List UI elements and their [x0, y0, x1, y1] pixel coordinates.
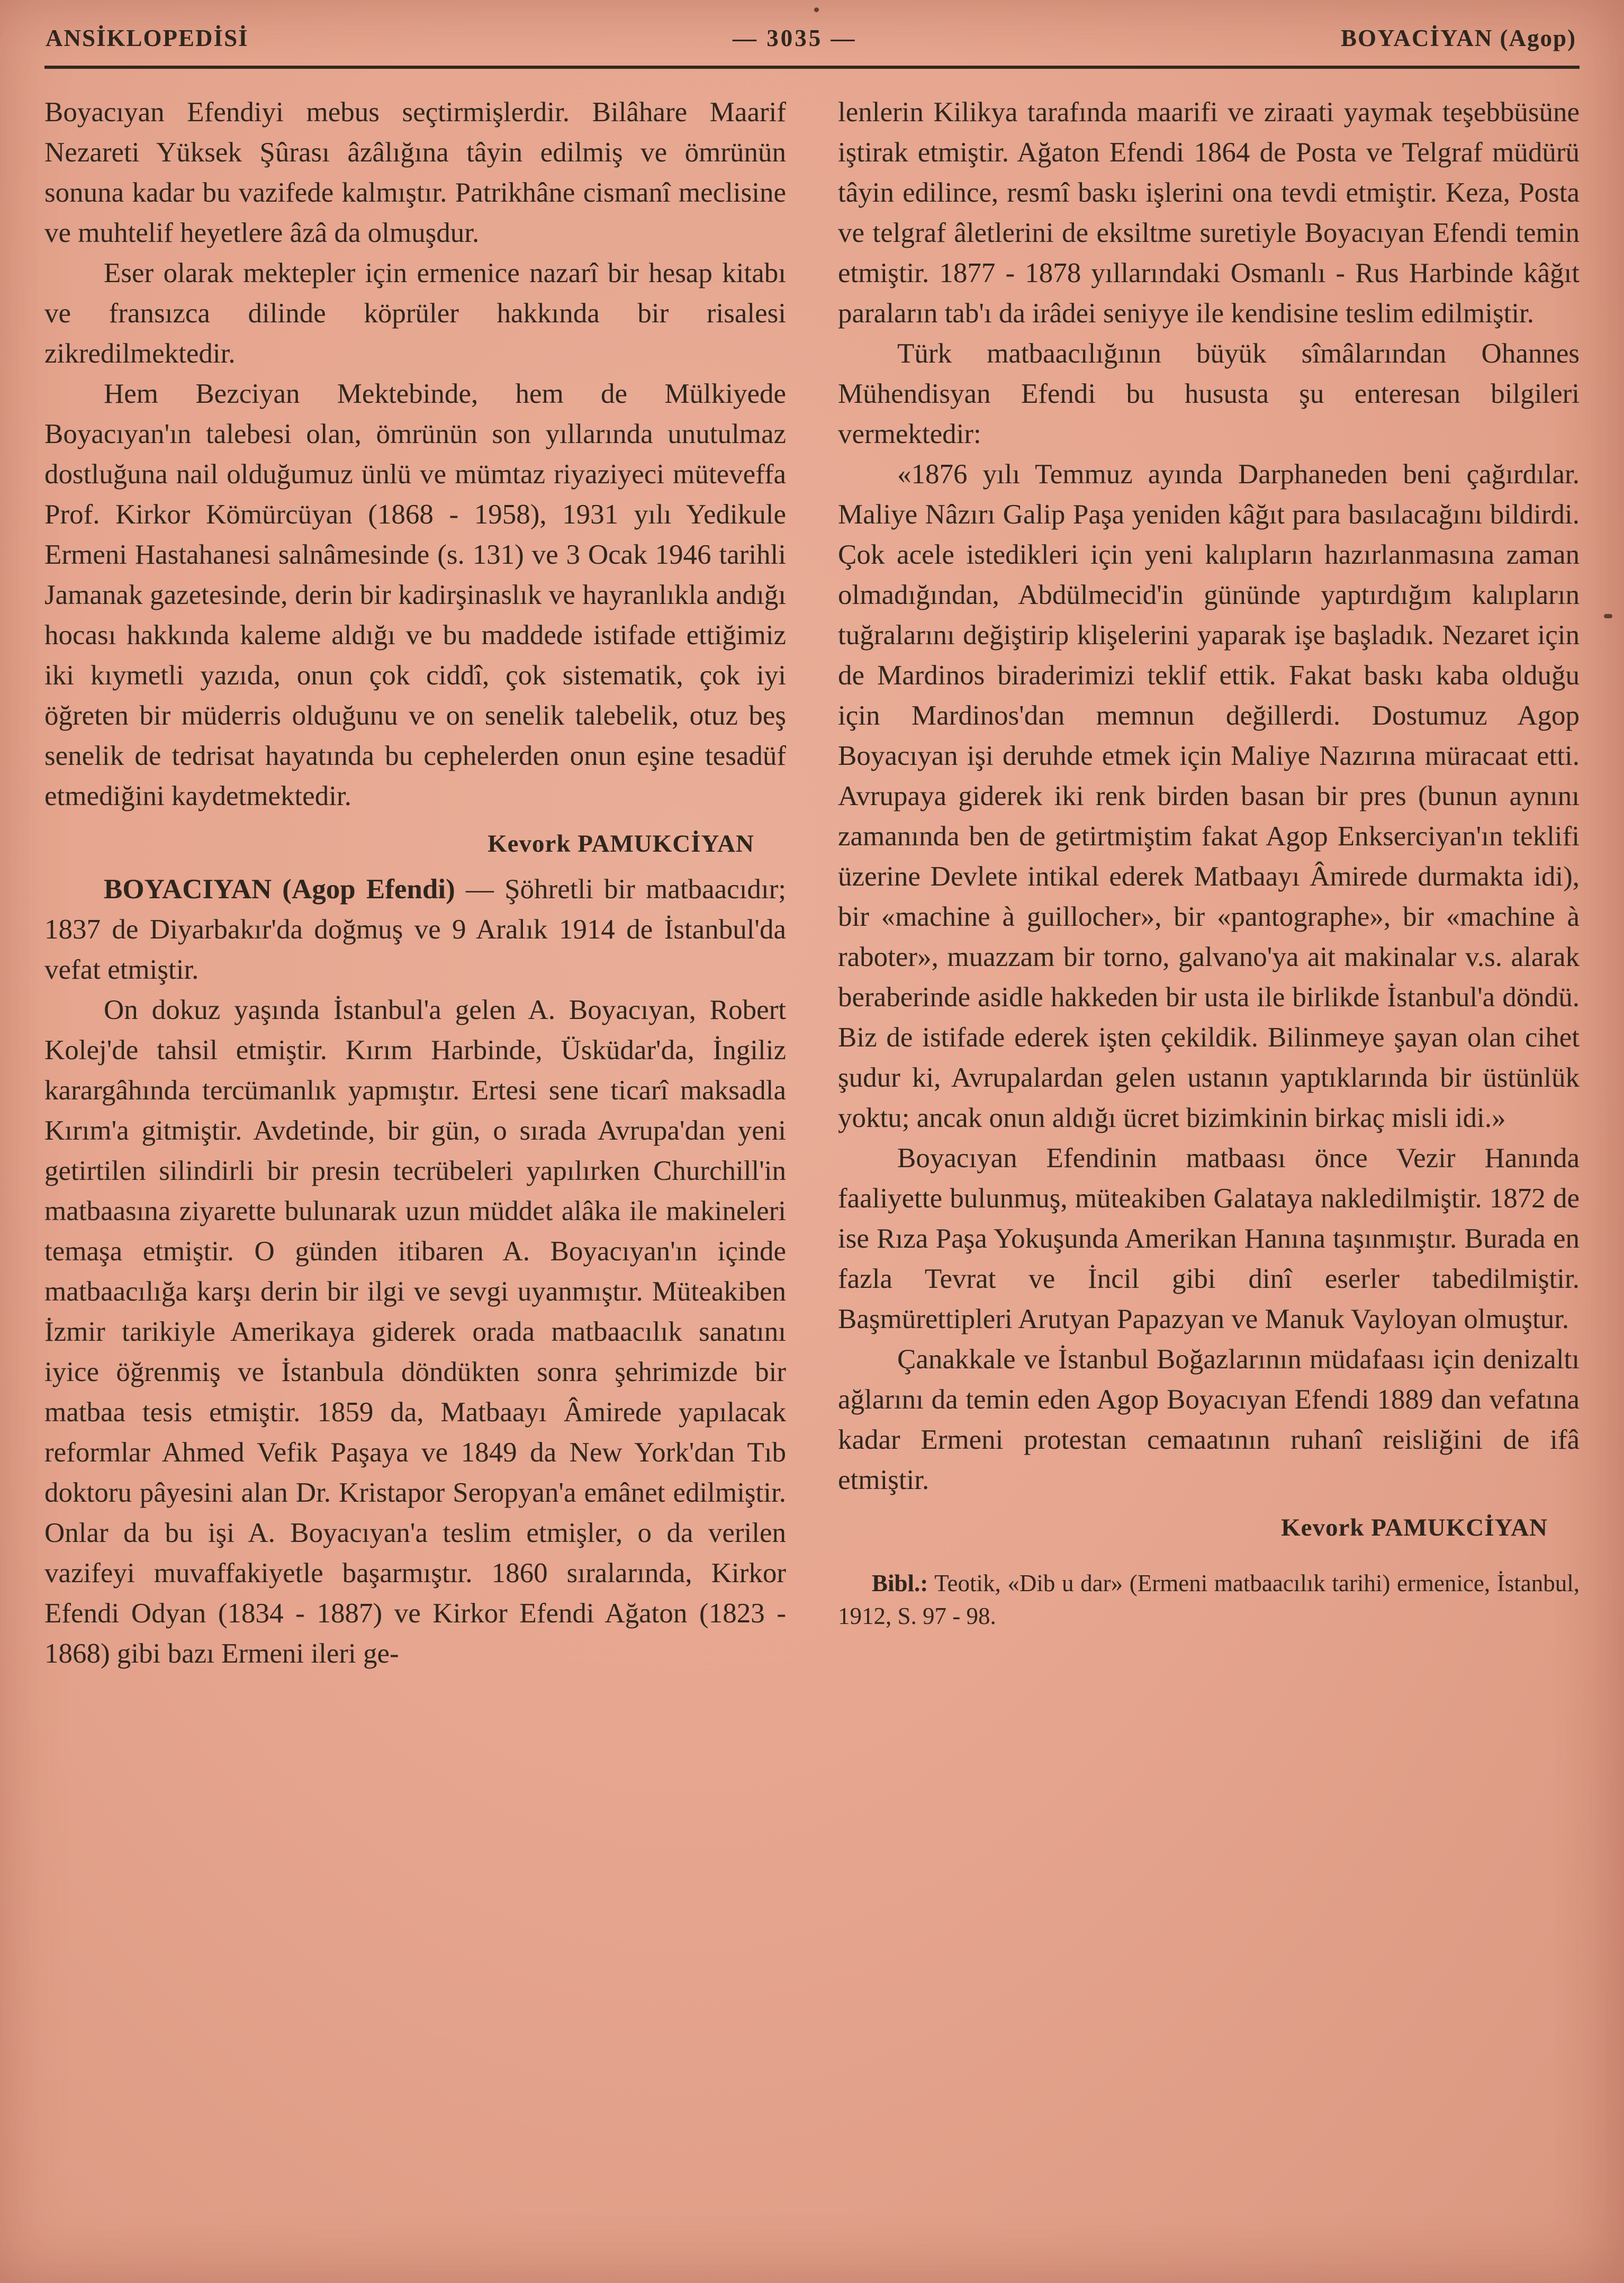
header-page-number: — 3035 —: [733, 25, 857, 51]
bibliography-label: Bibl.:: [872, 1570, 928, 1596]
ink-speck: [1604, 614, 1612, 618]
page-header: [44, 20, 1580, 66]
paragraph-continuation-from-left-column: lenlerin Kilikya tarafında maarifi ve ziraati yaymak teşebbüsüne iştirak etmiştir. Ağaton Efendi 1864 de Posta ve Telgraf müdürü tâyin edilince, resmî baskı işlerini ona tevdi etmiştir. Keza, Posta ve telgraf âletlerini de eksiltme suretiyle Boyacıyan Efendi temin etmiştir. 1877 - 1878 yıllarındaki Osmanlı - Rus Harbinde kâğıt paraların tab'ı da irâdei seniyye ile kendisine teslim edilmiştir.: [838, 97, 1580, 329]
entry-lead-text: — Şöhretli bir matbaacıdır; 1837 de Diyarbakır'da doğmuş ve 9 Aralık 1914 de İstanbul'da vefat etmiştir.: [44, 874, 787, 985]
bibliography: [838, 1567, 1580, 1632]
paragraph: Türk matbaacılığının büyük sîmâlarından Ohannes Mühendisyan Efendi bu hususta şu enteresan bilgileri vermektedir:: [838, 338, 1580, 449]
left-column: [44, 92, 786, 1674]
header-left-title: ANSİKLOPEDİSİ: [46, 25, 249, 51]
ink-speck: [814, 7, 819, 12]
right-column: [838, 92, 1580, 1674]
text-columns: [44, 92, 1580, 1674]
bibliography-text: Teotik, «Dib u dar» (Ermeni matbaacılık tarihi) ermenice, İstanbul, 1912, S. 97 - 98.: [838, 1570, 1580, 1629]
paragraph: Eser olarak mektepler için ermenice nazarî bir hesap kitabı ve fransızca dilinde köprüler hakkında bir risalesi zikredilmektedir.: [44, 258, 786, 369]
quotation-paragraph: «1876 yılı Temmuz ayında Darphaneden beni çağırdılar. Maliye Nâzırı Galip Paşa yeniden kâğıt para basılacağını bildirdi. Çok acele istedikleri için yeni kalıpların hazırlanmasına zaman olmadığından, Abdülmecid'in gününde yaptırdığım kalıpların tuğralarını değiştirip klişelerini yaparak işe başladık. Nezaret için de Mardinos biraderimizi teklif ettik. Fakat baskı kaba olduğu için Mardinos'dan memnun değillerdi. Dostumuz Agop Boyacıyan işi deruhde etmek için Maliye Nazırına müracaat etti. Avrupaya giderek iki renk birden basan bir pres (bunun aynını zamanında ben de getirtmiştim fakat Agop Enkserciyan'ın teklifi üzerine Devlete intikal ederek Matbaayı Âmirede durmakta idi), bir «machine à guillocher», bir «pantographe», bir «machine à raboter», muazzam bir torno, galvano'ya ait makinalar v.s. alarak beraberinde asidle hakkeden bir usta ile birlikde İstanbul'a döndü. Biz de istifade ederek işten çekildik. Bilinmeye şayan olan cihet şudur ki, Avrupalardan gelen ustanın yaptıklarında bir üstünlük yoktu; ancak onun aldığı ücret bizimkinin birkaç misli idi.»: [838, 459, 1580, 1133]
author-signature: Kevork PAMUKCİYAN: [488, 830, 754, 858]
header-right-title: BOYACİYAN (Agop): [1340, 25, 1576, 51]
author-signature: Kevork PAMUKCİYAN: [1281, 1514, 1548, 1541]
paragraph-continuation-from-previous-page: Boyacıyan Efendiyi mebus seçtirmişlerdir. Bilâhare Maarif Nezareti Yüksek Şûrası âzâlığına tâyin edilmiş ve ömrünün sonuna kadar bu vazifede kalmıştır. Patrikhâne cismanî meclisine ve muhtelif heyetlere âzâ da olmuşdur.: [44, 97, 786, 248]
paragraph: Boyacıyan Efendinin matbaası önce Vezir Hanında faaliyette bulunmuş, müteakiben Galataya nakledilmiştir. 1872 de ise Rıza Paşa Yokuşunda Amerikan Hanına taşınmıştır. Burada en fazla Tevrat ve İncil gibi dinî eserler tabedilmiştir. Başmürettipleri Arutyan Papazyan ve Manuk Vayloyan olmuştur.: [838, 1143, 1580, 1334]
entry-headword: BOYACIYAN (Agop Efendi): [104, 874, 455, 905]
paragraph: Çanakkale ve İstanbul Boğazlarının müdafaası için denizaltı ağlarını da temin eden Agop Boyacıyan Efendi 1889 dan vefatına kadar Ermeni protestan cemaatının ruhanî reisliğini de ifâ etmiştir.: [838, 1344, 1580, 1495]
paragraph: On dokuz yaşında İstanbul'a gelen A. Boyacıyan, Robert Kolej'de tahsil etmiştir. Kırım Harbinde, Üsküdar'da, İngiliz karargâhında tercümanlık yapmıştır. Ertesi sene ticarî maksadla Kırım'a gitmiştir. Avdetinde, bir gün, o sırada Avrupa'dan yeni getirtilen silindirli bir presin tecrübeleri yapılırken Churchill'in matbaasına ziyarette bulunarak uzun müddet alâka ile makineleri temaşa etmiştir. O günden itibaren A. Boyacıyan'ın içinde matbaacılığa karşı derin bir ilgi ve sevgi uyanmıştır. Müteakiben İzmir tarikiyle Amerikaya giderek orada matbaacılık sanatını iyice öğrenmiş ve İstanbula döndükten sonra şehrimizde bir matbaa tesis etmiştir. 1859 da, Matbaayı Âmirede yapılacak reformlar Ahmed Vefik Paşaya ve 1849 da New York'dan Tıb doktoru pâyesini alan Dr. Kristapor Seropyan'a emânet edilmiştir. Onlar da bu işi A. Boyacıyan'a teslim etmişler, o da verilen vazifeyi muvaffakiyetle başarmıştır. 1860 sıralarında, Kirkor Efendi Odyan (1834 - 1887) ve Kirkor Efendi Ağaton (1823 - 1868) gibi bazı Ermeni ileri ge-: [44, 995, 786, 1669]
entry-heading-paragraph: [44, 869, 786, 990]
paragraph: Hem Bezciyan Mektebinde, hem de Mülkiyede Boyacıyan'ın talebesi olan, ömrünün son yıllarında unutulmaz dostluğuna nail olduğumuz ünlü ve mümtaz riyaziyeci müteveffa Prof. Kirkor Kömürcüyan (1868 - 1958), 1931 yılı Yedikule Ermeni Hastahanesi salnâmesinde (s. 131) ve 3 Ocak 1946 tarihli Jamanak gazetesinde, derin bir kadirşinaslık ve hayranlıkla andığı hocası hakkında kaleme aldığı ve bu maddede istifade ettiğimiz iki kıymetli yazıda, onun çok ciddî, çok sistematik, çok iyi öğreten bir müderris olduğunu ve on senelik talebelik, otuz beş senelik de tedrisat hayatında bu cephelerden onun eşine tesadüf etmediğini kaydetmektedir.: [44, 378, 786, 811]
header-rule: [44, 66, 1580, 69]
